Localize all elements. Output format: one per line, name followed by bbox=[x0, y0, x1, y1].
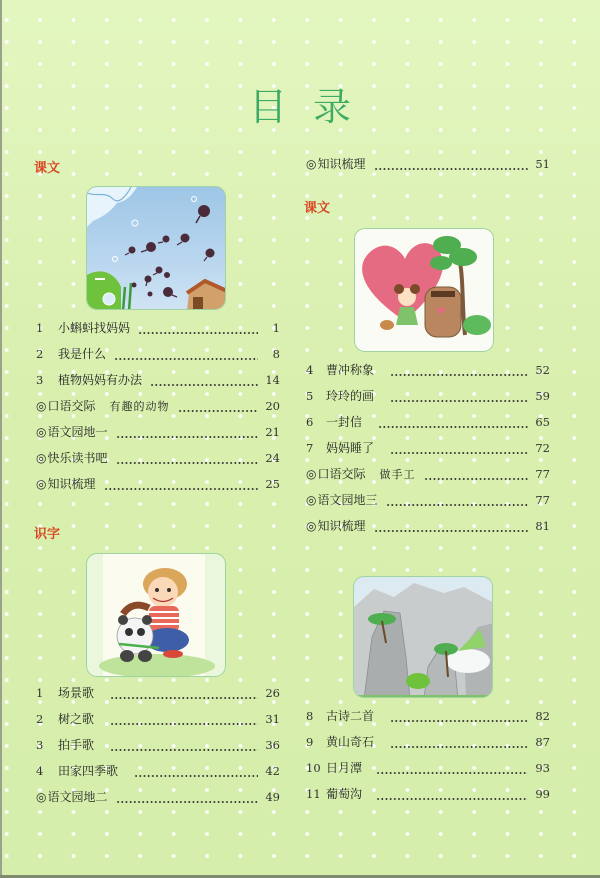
lesson-title: 知识梳理 bbox=[317, 519, 366, 533]
lesson-title: 一封信 bbox=[326, 415, 363, 429]
toc-entry[interactable] bbox=[306, 707, 550, 733]
dot-leader bbox=[116, 436, 259, 438]
dot-leader bbox=[114, 358, 258, 360]
lesson-title: 语文园地二 bbox=[47, 790, 108, 804]
toc-entry[interactable] bbox=[306, 759, 550, 785]
page-number: 77 bbox=[535, 493, 550, 507]
toc-list-kewen-3 bbox=[306, 707, 550, 811]
page-number: 87 bbox=[535, 735, 550, 749]
lesson-title: 小蝌蚪找妈妈 bbox=[58, 321, 131, 335]
lesson-number: 10 bbox=[306, 761, 321, 775]
toc-entry[interactable] bbox=[36, 475, 280, 501]
page-number: 93 bbox=[535, 761, 550, 775]
toc-entry[interactable] bbox=[36, 319, 280, 345]
dot-leader bbox=[178, 410, 259, 412]
toc-entry[interactable] bbox=[36, 423, 280, 449]
toc-entry[interactable] bbox=[306, 491, 550, 517]
illustration-boy-panda bbox=[86, 553, 226, 677]
toc-entry[interactable] bbox=[36, 710, 280, 736]
dot-leader bbox=[134, 775, 258, 777]
boy-panda-image-icon bbox=[87, 554, 226, 677]
toc-entry[interactable] bbox=[306, 361, 550, 387]
page-title: 目录 bbox=[248, 85, 377, 129]
lesson-number: 3 bbox=[36, 373, 44, 387]
lesson-title: 场景歌 bbox=[58, 686, 95, 700]
toc-list-shizi bbox=[36, 684, 280, 814]
lesson-title: 树之歌 bbox=[58, 712, 95, 726]
lesson-title: 知识梳理 bbox=[47, 477, 96, 491]
dot-leader bbox=[110, 723, 258, 725]
page-number: 14 bbox=[265, 373, 280, 387]
illustration-girl-mailbox bbox=[354, 228, 494, 352]
dot-leader bbox=[104, 488, 259, 490]
toc-entry[interactable] bbox=[306, 155, 550, 181]
section-label-kewen-2: 课文 bbox=[304, 201, 331, 216]
page-number: 51 bbox=[535, 157, 550, 171]
page-number: 59 bbox=[535, 389, 550, 403]
page-number: 81 bbox=[535, 519, 550, 533]
lesson-title: 拍手歌 bbox=[58, 738, 95, 752]
lesson-number: 9 bbox=[306, 735, 314, 749]
dot-leader bbox=[138, 332, 258, 334]
dot-leader bbox=[374, 530, 529, 532]
dot-leader bbox=[374, 168, 529, 170]
lesson-number: 4 bbox=[36, 764, 44, 778]
dot-leader bbox=[390, 720, 528, 722]
page-number: 82 bbox=[535, 709, 550, 723]
dot-leader bbox=[150, 384, 258, 386]
toc-entry[interactable] bbox=[36, 345, 280, 371]
dot-leader bbox=[390, 374, 528, 376]
lesson-number: 1 bbox=[36, 686, 44, 700]
dot-leader bbox=[390, 400, 528, 402]
dot-leader bbox=[386, 504, 529, 506]
lesson-number: 4 bbox=[306, 363, 314, 377]
lesson-title: 曹冲称象 bbox=[326, 363, 375, 377]
toc-entry[interactable] bbox=[306, 387, 550, 413]
lesson-number: 1 bbox=[36, 321, 44, 335]
dot-leader bbox=[390, 746, 528, 748]
lesson-title: 口语交际 bbox=[317, 467, 366, 481]
lesson-number: 8 bbox=[306, 709, 314, 723]
lesson-title: 妈妈睡了 bbox=[326, 441, 375, 455]
page-number: 21 bbox=[265, 425, 280, 439]
toc-entry[interactable] bbox=[306, 517, 550, 543]
lesson-title: 葡萄沟 bbox=[326, 787, 363, 801]
dot-leader bbox=[390, 452, 528, 454]
page-number: 42 bbox=[265, 764, 280, 778]
toc-entry[interactable] bbox=[36, 684, 280, 710]
dot-leader bbox=[116, 462, 259, 464]
bullseye-icon: ◎ bbox=[306, 157, 317, 171]
page-number: 52 bbox=[535, 363, 550, 377]
dot-leader bbox=[376, 798, 528, 800]
bullseye-icon: ◎ bbox=[306, 467, 317, 481]
bullseye-icon: ◎ bbox=[36, 425, 47, 439]
bullseye-icon: ◎ bbox=[36, 399, 47, 413]
toc-list-kewen-1 bbox=[36, 319, 280, 501]
bullseye-icon: ◎ bbox=[306, 493, 317, 507]
lesson-title: 知识梳理 bbox=[317, 157, 366, 171]
lesson-number: 5 bbox=[306, 389, 314, 403]
lesson-number: 7 bbox=[306, 441, 314, 455]
toc-entry[interactable] bbox=[306, 465, 550, 491]
lesson-subtitle: 有趣的动物 bbox=[109, 400, 170, 413]
dot-leader bbox=[424, 478, 529, 480]
toc-entry[interactable] bbox=[36, 762, 280, 788]
lesson-title: 语文园地三 bbox=[317, 493, 378, 507]
lesson-title: 植物妈妈有办法 bbox=[58, 373, 143, 387]
page-number: 99 bbox=[535, 787, 550, 801]
toc-list-kewen-2 bbox=[306, 361, 550, 543]
lesson-title: 语文园地一 bbox=[47, 425, 108, 439]
toc-entry[interactable] bbox=[36, 371, 280, 397]
toc-entry[interactable] bbox=[306, 785, 550, 811]
toc-entry[interactable] bbox=[36, 788, 280, 814]
page-number: 65 bbox=[535, 415, 550, 429]
toc-entry[interactable] bbox=[36, 449, 280, 475]
lesson-title: 口语交际 bbox=[47, 399, 96, 413]
lesson-title: 古诗二首 bbox=[326, 709, 375, 723]
bullseye-icon: ◎ bbox=[306, 519, 317, 533]
illustration-huangshan bbox=[353, 576, 493, 698]
page-number: 8 bbox=[272, 347, 280, 361]
lesson-title: 黄山奇石 bbox=[326, 735, 375, 749]
page-number: 77 bbox=[535, 467, 550, 481]
page-number: 36 bbox=[265, 738, 280, 752]
lesson-title: 田家四季歌 bbox=[58, 764, 119, 778]
dot-leader bbox=[116, 801, 259, 803]
lesson-number: 11 bbox=[306, 787, 321, 801]
dot-leader bbox=[110, 697, 258, 699]
bullseye-icon: ◎ bbox=[36, 790, 47, 804]
page-edge-left bbox=[0, 0, 2, 878]
toc-entry[interactable] bbox=[36, 397, 280, 423]
toc-list-right-top bbox=[306, 155, 550, 181]
dot-leader bbox=[376, 772, 528, 774]
page-number: 25 bbox=[265, 477, 280, 491]
lesson-title: 快乐读书吧 bbox=[47, 451, 108, 465]
toc-entry[interactable] bbox=[306, 413, 550, 439]
section-label-kewen-1: 课文 bbox=[34, 161, 61, 176]
toc-entry[interactable] bbox=[306, 733, 550, 759]
page-number: 49 bbox=[265, 790, 280, 804]
lesson-title: 日月潭 bbox=[326, 761, 363, 775]
lesson-title: 我是什么 bbox=[58, 347, 107, 361]
toc-entry[interactable] bbox=[36, 736, 280, 762]
dot-leader bbox=[110, 749, 258, 751]
lesson-number: 6 bbox=[306, 415, 314, 429]
dot-leader bbox=[378, 426, 528, 428]
girl-mailbox-image-icon bbox=[355, 229, 494, 352]
page-number: 24 bbox=[265, 451, 280, 465]
tadpoles-image-icon bbox=[87, 187, 226, 310]
bullseye-icon: ◎ bbox=[36, 477, 47, 491]
toc-entry[interactable] bbox=[306, 439, 550, 465]
lesson-number: 3 bbox=[36, 738, 44, 752]
page-number: 1 bbox=[272, 321, 280, 335]
section-label-shizi: 识字 bbox=[34, 527, 61, 542]
mountains-image-icon bbox=[354, 577, 493, 698]
page-number: 72 bbox=[535, 441, 550, 455]
lesson-number: 2 bbox=[36, 347, 44, 361]
lesson-number: 2 bbox=[36, 712, 44, 726]
page-number: 31 bbox=[265, 712, 280, 726]
lesson-title: 玲玲的画 bbox=[326, 389, 375, 403]
page-number: 26 bbox=[265, 686, 280, 700]
bullseye-icon: ◎ bbox=[36, 451, 47, 465]
lesson-subtitle: 做手工 bbox=[379, 468, 416, 481]
illustration-tadpoles bbox=[86, 186, 226, 310]
page-number: 20 bbox=[265, 399, 280, 413]
